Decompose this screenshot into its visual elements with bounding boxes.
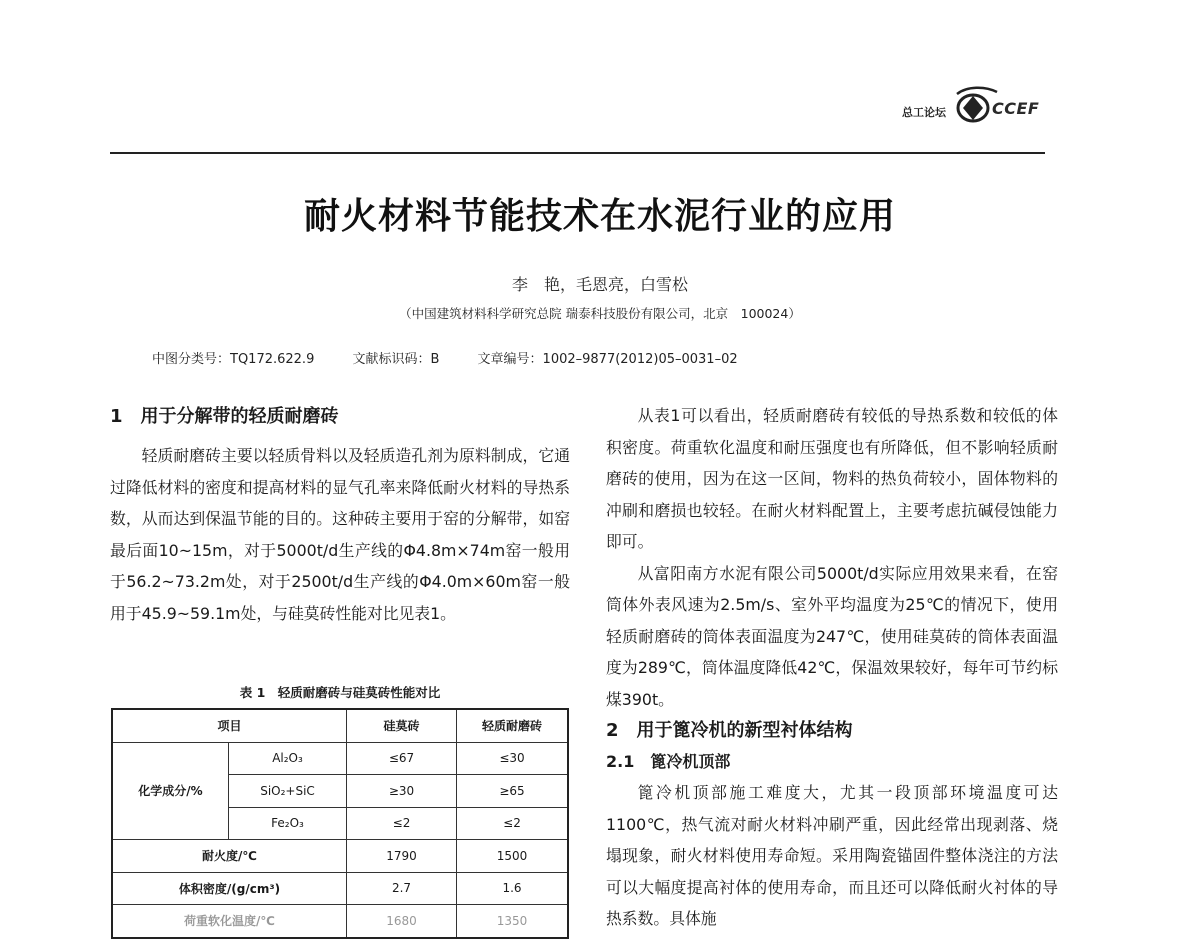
- row-label: SiO₂+SiC: [229, 775, 347, 808]
- section-1-heading: 1 用于分解带的轻质耐磨砖: [110, 406, 339, 427]
- cell: 1680: [347, 905, 457, 938]
- brand-name: CCEF: [992, 99, 1040, 118]
- section-1-paragraph: 轻质耐磨砖主要以轻质骨料以及轻质造孔剂为原料制成，它通过降低材料的密度和提高材料的显气孔率来降低耐火材料的导热系数，从而达到保温节能的目的。这种砖主要用于窑的分解带，如窑最后面10~15m，对于5000t/d生产线的Φ4.8m×74m窑一般用于56.2~73.2m处，对于2500t/d生产线的Φ4.0m×60m窑一般用于45.9~59.1m处，与硅莫砖性能对比见表1。: [110, 446, 570, 623]
- cell: 1500: [457, 840, 569, 873]
- cell: ≤2: [457, 807, 569, 840]
- table-header-row: [112, 709, 568, 742]
- row-label: Al₂O₃: [229, 742, 347, 775]
- paper-title: 耐火材料节能技术在水泥行业的应用: [303, 196, 896, 237]
- cell: 2.7: [347, 872, 457, 905]
- right-paragraph-3: 篦冷机顶部施工难度大，尤其一段顶部环境温度可达1100℃，热气流对耐火材料冲刷严重，因此经常出现剥落、烧塌现象，耐火材料使用寿命短。采用陶瓷锚固件整体浇注的方法可以大幅度提高衬体的使用寿命，而且还可以降低耐火衬体的导热系数。具体施: [606, 783, 1058, 928]
- table-1: [111, 708, 569, 939]
- affiliation: （中国建筑材料科学研究总院 瑞泰科技股份有限公司，北京 100024）: [399, 306, 801, 321]
- cell: ≥65: [457, 775, 569, 808]
- header-item: 项目: [112, 709, 347, 742]
- row-label: 体积密度/(g/cm³): [112, 872, 347, 905]
- cell: ≤2: [347, 807, 457, 840]
- cell: 1.6: [457, 872, 569, 905]
- cell: 1350: [457, 905, 569, 938]
- header-qingzhi: 轻质耐磨砖: [457, 709, 569, 742]
- right-paragraph-2: 从富阳南方水泥有限公司5000t/d实际应用效果来看，在窑筒体外表风速为2.5m/s、室外平均温度为25℃的情况下，使用轻质耐磨砖的筒体表面温度为247℃，使用硅莫砖的筒体表面温度为289℃，筒体温度降低42℃，保温效果较好，每年可节约标煤390t。: [606, 563, 1058, 709]
- table-row: [112, 742, 568, 775]
- section-2-heading: 2 用于篦冷机的新型衬体结构: [606, 720, 853, 741]
- table-row: [112, 872, 568, 905]
- right-column: [606, 400, 1058, 935]
- section-2-1-heading: 2.1 篦冷机顶部: [606, 752, 731, 771]
- row-label: 荷重软化温度/℃: [112, 905, 347, 938]
- cell: 1790: [347, 840, 457, 873]
- article-number: 文章编号：1002–9877(2012)05–0031–02: [477, 352, 738, 367]
- clc-number: 中图分类号：TQ172.622.9: [152, 352, 315, 367]
- table-row: [112, 905, 568, 938]
- table-row: [112, 840, 568, 873]
- authors: 李 艳，毛恩亮，白雪松: [511, 275, 688, 294]
- header-rule: [110, 152, 1045, 154]
- forum-label: 总工论坛: [902, 106, 946, 119]
- document-code: 文献标识码：B: [352, 352, 440, 367]
- table-1-caption: 表 1 轻质耐磨砖与硅莫砖性能对比: [239, 685, 441, 700]
- cell: ≤30: [457, 742, 569, 775]
- article-meta: [152, 348, 772, 367]
- cell: ≤67: [347, 742, 457, 775]
- row-label: Fe₂O₃: [229, 807, 347, 840]
- left-column: [110, 402, 570, 629]
- header-guimo: 硅莫砖: [347, 709, 457, 742]
- chem-group-label: 化学成分/%: [112, 742, 229, 840]
- cell: ≥30: [347, 775, 457, 808]
- row-label: 耐火度/℃: [112, 840, 347, 873]
- right-paragraph-1: 从表1可以看出，轻质耐磨砖有较低的导热系数和较低的体积密度。荷重软化温度和耐压强度也有所降低，但不影响轻质耐磨砖的使用，因为在这一区间，物料的热负荷较小，固体物料的冲刷和磨损也较轻。在耐火材料配置上，主要考虑抗碱侵蚀能力即可。: [606, 406, 1058, 551]
